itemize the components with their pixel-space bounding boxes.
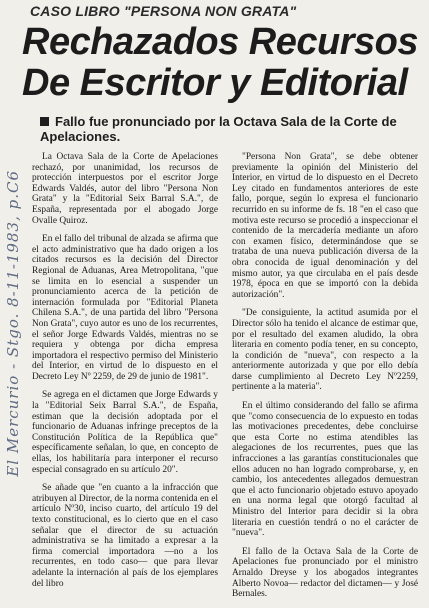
right-column	[232, 152, 418, 608]
paragraph: En el fallo del tribunal de alzada se afirma que el acto administrativo que ha dado origen a los citados recursos es la decisión del Director Regional de Aduanas, Area Metropolitana, "que se limita en lo esencial a suspender un pronunciamiento acerca de la petición de internación formulada por "Editorial Planeta Chilena S.A.", de una partida del libro "Persona Non Grata", cuyo autor es uno de los recurrentes, el señor Jorge Edwards Valdés, mientras no se requiera y obtenga por dicha empresa importadora el respectivo permiso del Ministerio del Interior, en virtud de lo dispuesto en el Decreto Ley Nº 2259, de 29 de junio de 1981".	[32, 234, 218, 382]
headline: Rechazados Recursos De Escritor y Editorial	[22, 21, 418, 104]
paragraph: La Octava Sala de la Corte de Apelaciones rechazó, por unanimidad, los recursos de protección interpuestos por el escritor Jorge Edwards Valdés, autor del libro "Persona Non Grata" y la "Editorial Seix Barral S.A.", de España, representada por el abogado Jorge Ovalle Quiroz.	[32, 152, 218, 226]
bullet-square-icon	[40, 117, 49, 126]
paragraph: Se agrega en el dictamen que Jorge Edwards y la "Editorial Seix Barral S.A.", de España, estiman que la decisión adoptada por el funcionario de Aduanas infringe preceptos de la Constitución Política de la República que" específicamente señalan, lo que, en concepto de ellas, los habilitaría para interponer el recurso especial consagrado en su artículo 20".	[32, 390, 218, 475]
left-column	[32, 152, 218, 597]
deck-text: Fallo fue pronunciado por la Octava Sala de la Corte de Apelaciones.	[40, 114, 397, 144]
kicker: CASO LIBRO "PERSONA NON GRATA"	[30, 3, 297, 19]
paragraph: Se añade que "en cuanto a la infracción que atribuyen al Director, de la norma contenida en el artículo Nº30, inciso cuarto, del artículo 19 del texto constitucional, es lo cierto que en el caso señalar que el director de su actuación administrativa se ha limitado a expresar a la firma comercial importadora —no a los recurrentes, en todo caso— que para llevar adelante la internación al país de los ejemplares del libro	[32, 483, 218, 589]
deck	[40, 114, 418, 144]
paragraph: El fallo de la Octava Sala de la Corte de Apelaciones fue pronunciado por el ministro Arnaldo Dreyse y los abogados integrantes Alberto Novoa— redactor del dictamen— y José Bernales.	[232, 546, 418, 600]
handwritten-annotation: El Mercurio - Stgo. 8-11-1983, p.C6	[4, 170, 22, 477]
paragraph: En el último considerando del fallo se afirma que "como consecuencia de lo expuesto en todas las motivaciones precedentes, debe concluirse que esta Corte no estima atendibles las alegaciones de los recurrentes, pues que las infracciones a las garantías constitucionales que ellos aducen no han logrado comprobarse, y, en cambio, los antecedentes allegados demuestran que el acto funcionario objetado estuvo apoyado en una norma legal que otorgó facultad al Ministro del Interior para decidir si la obra literaria en cuestión tendrá o no el carácter de "nueva".	[232, 401, 418, 539]
paragraph: "Persona Non Grata", se debe obtener previamente la opinión del Ministerio del Interior, en virtud de lo dispuesto en el Decreto Ley citado en fundamentos anteriores de este fallo, porque, según lo expresa el funcionario recurrido en su informe de fs. 18 "en el caso que motiva este recurso se procedió a inspeccionar el contenido de la mercadería mediante un aforo con examen físico, determinándose que se trataba de una nueva publicación diversa de la obra conocida de igual denominación y del mismo autor, ya que circulaba en el país desde 1978, época en que se importó con la debida autorización".	[232, 152, 418, 300]
paragraph: "De consiguiente, la actitud asumida por el Director sólo ha tenido el alcance de estimar que, por el resultado del examen aludido, la obra literaria en comento podía tener, en su concepto, la condición de "nueva", con respecto a la anteriormente autorizada y que por ello debía darse cumplimiento al Decreto Ley Nº2259, pertinente a la materia".	[232, 308, 418, 393]
